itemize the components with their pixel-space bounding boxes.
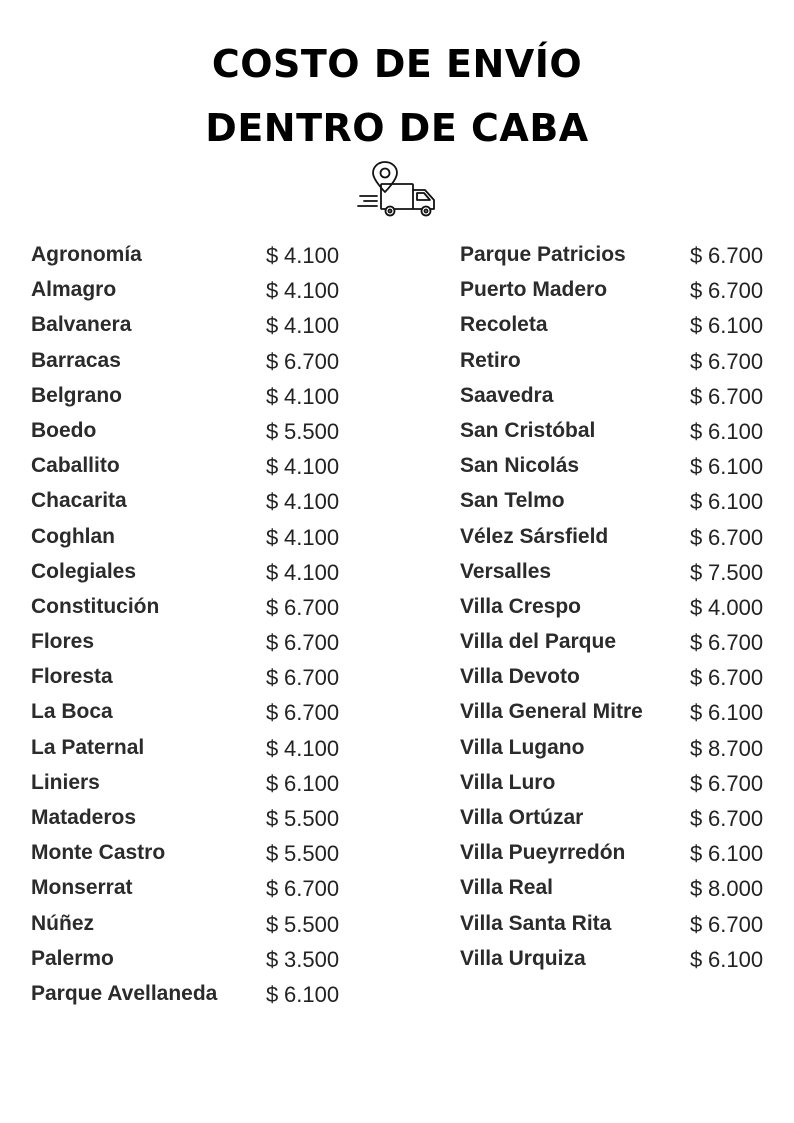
- neighborhood-name: Villa Luro: [460, 770, 556, 794]
- neighborhood-name: Villa del Parque: [460, 630, 617, 654]
- currency-symbol: $: [690, 524, 703, 550]
- price-value: 5.500: [284, 911, 340, 937]
- shipping-price: [266, 947, 339, 973]
- currency-symbol: $: [690, 630, 703, 656]
- neighborhood-name: Parque Avellaneda: [31, 981, 218, 1005]
- neighborhood-name: Colegiales: [31, 559, 137, 583]
- shipping-price: [690, 278, 763, 304]
- neighborhood-name: Parque Patricios: [460, 243, 626, 266]
- neighborhood-name: Villa Pueyrredón: [460, 841, 626, 865]
- neighborhood-name: Palermo: [31, 946, 114, 970]
- price-value: 6.700: [708, 524, 764, 550]
- shipping-price: [266, 525, 339, 551]
- neighborhood-name: Boedo: [31, 418, 97, 442]
- shipping-price: [690, 454, 763, 480]
- price-value: 6.100: [708, 946, 764, 972]
- currency-symbol: $: [266, 630, 279, 656]
- delivery-truck-location-icon: [355, 160, 439, 220]
- shipping-price: [266, 560, 339, 586]
- page-title-line-1: COSTO DE ENVÍO: [211, 42, 583, 86]
- currency-symbol: $: [266, 454, 279, 480]
- price-value: 6.100: [284, 770, 340, 796]
- shipping-price: [690, 841, 763, 867]
- neighborhood-name: Villa Crespo: [460, 594, 581, 618]
- currency-symbol: $: [690, 700, 703, 726]
- neighborhood-name: Villa Ortúzar: [460, 806, 584, 829]
- price-value: 4.100: [284, 243, 340, 268]
- currency-symbol: $: [266, 524, 279, 550]
- shipping-price: [690, 912, 763, 938]
- neighborhood-name: San Telmo: [460, 489, 565, 513]
- price-value: 6.700: [708, 348, 764, 374]
- neighborhood-name: Floresta: [31, 665, 113, 689]
- neighborhood-name: Monte Castro: [31, 841, 166, 865]
- price-value: 6.700: [708, 806, 764, 831]
- neighborhood-name: Versalles: [460, 559, 552, 583]
- shipping-price: [690, 630, 763, 656]
- currency-symbol: $: [266, 946, 279, 972]
- currency-symbol: $: [266, 278, 279, 304]
- currency-symbol: $: [266, 243, 279, 268]
- neighborhood-name: Saavedra: [460, 383, 554, 407]
- shipping-price: [266, 982, 339, 1008]
- shipping-price: [266, 630, 339, 656]
- price-value: 4.100: [284, 313, 340, 339]
- currency-symbol: $: [690, 735, 703, 761]
- neighborhood-name: Flores: [31, 630, 95, 654]
- currency-symbol: $: [266, 841, 279, 867]
- shipping-price: [266, 771, 339, 797]
- currency-symbol: $: [690, 278, 703, 304]
- currency-symbol: $: [266, 383, 279, 409]
- price-value: 6.700: [708, 383, 764, 409]
- currency-symbol: $: [266, 418, 279, 444]
- page-title-line-2: DENTRO DE CABA: [205, 106, 589, 150]
- shipping-price: [690, 384, 763, 410]
- price-value: 6.100: [708, 700, 764, 726]
- currency-symbol: $: [266, 981, 279, 1007]
- shipping-price: [690, 489, 763, 515]
- neighborhood-name: Villa Santa Rita: [460, 911, 612, 935]
- neighborhood-name: Villa General Mitre: [460, 700, 643, 724]
- currency-symbol: $: [690, 489, 703, 515]
- price-value: 6.700: [708, 770, 764, 796]
- shipping-price: [690, 243, 763, 269]
- currency-symbol: $: [266, 700, 279, 726]
- currency-symbol: $: [690, 841, 703, 867]
- neighborhood-name: Puerto Madero: [460, 278, 608, 302]
- shipping-price: [690, 700, 763, 726]
- shipping-price: [690, 771, 763, 797]
- shipping-price: [690, 876, 763, 902]
- price-value: 6.700: [708, 243, 764, 268]
- shipping-price: [690, 736, 763, 762]
- currency-symbol: $: [690, 559, 703, 585]
- shipping-price: [266, 243, 339, 269]
- currency-symbol: $: [266, 559, 279, 585]
- neighborhood-name: Chacarita: [31, 489, 127, 513]
- shipping-price: [266, 876, 339, 902]
- price-value: 6.700: [284, 700, 340, 726]
- neighborhood-name: Agronomía: [31, 243, 142, 266]
- currency-symbol: $: [690, 383, 703, 409]
- neighborhood-name: Coghlan: [31, 524, 115, 548]
- neighborhood-name: Vélez Sársfield: [460, 524, 609, 548]
- price-value: 4.100: [284, 454, 340, 480]
- shipping-price: [266, 700, 339, 726]
- price-value: 5.500: [284, 418, 340, 444]
- currency-symbol: $: [266, 665, 279, 691]
- price-value: 6.700: [284, 665, 340, 691]
- neighborhood-name: San Nicolás: [460, 454, 580, 478]
- shipping-price: [266, 349, 339, 375]
- shipping-price: [266, 806, 339, 832]
- shipping-price: [266, 489, 339, 515]
- price-value: 6.100: [708, 418, 764, 444]
- neighborhood-name: Almagro: [31, 278, 117, 302]
- currency-symbol: $: [266, 735, 279, 761]
- price-value: 6.100: [284, 981, 340, 1007]
- shipping-price: [690, 595, 763, 621]
- shipping-price: [690, 525, 763, 551]
- price-value: 6.700: [284, 348, 340, 374]
- price-value: 8.700: [708, 735, 764, 761]
- price-value: 8.000: [708, 876, 764, 902]
- neighborhood-name: Mataderos: [31, 806, 137, 829]
- price-value: 4.100: [284, 524, 340, 550]
- currency-symbol: $: [266, 876, 279, 902]
- currency-symbol: $: [690, 806, 703, 831]
- neighborhood-name: Barracas: [31, 348, 121, 372]
- neighborhood-name: San Cristóbal: [460, 418, 596, 442]
- neighborhood-name: La Paternal: [31, 735, 145, 759]
- price-value: 6.100: [708, 313, 764, 339]
- currency-symbol: $: [266, 489, 279, 515]
- price-value: 6.100: [708, 841, 764, 867]
- price-value: 4.100: [284, 278, 340, 304]
- shipping-price: [690, 349, 763, 375]
- currency-symbol: $: [266, 348, 279, 374]
- price-value: 6.700: [708, 630, 764, 656]
- price-value: 4.000: [708, 594, 764, 620]
- neighborhood-name: Retiro: [460, 348, 521, 372]
- neighborhood-name: Recoleta: [460, 313, 548, 337]
- neighborhood-name: Balvanera: [31, 313, 132, 337]
- shipping-price: [266, 595, 339, 621]
- shipping-price: [690, 313, 763, 339]
- currency-symbol: $: [266, 770, 279, 796]
- shipping-price: [690, 665, 763, 691]
- price-value: 6.700: [284, 594, 340, 620]
- price-value: 6.700: [284, 630, 340, 656]
- neighborhood-name: Núñez: [31, 911, 94, 935]
- currency-symbol: $: [690, 665, 703, 691]
- shipping-price: [266, 841, 339, 867]
- neighborhood-name: Villa Devoto: [460, 665, 580, 689]
- price-value: 7.500: [708, 559, 764, 585]
- shipping-price: [690, 947, 763, 973]
- currency-symbol: $: [690, 770, 703, 796]
- neighborhood-name: Villa Urquiza: [460, 946, 586, 970]
- currency-symbol: $: [690, 876, 703, 902]
- price-value: 6.700: [708, 665, 764, 691]
- price-value: 5.500: [284, 841, 340, 867]
- currency-symbol: $: [266, 911, 279, 937]
- neighborhood-name: Villa Lugano: [460, 735, 585, 759]
- currency-symbol: $: [266, 806, 279, 831]
- currency-symbol: $: [690, 348, 703, 374]
- price-value: 6.700: [284, 876, 340, 902]
- neighborhood-name: La Boca: [31, 700, 113, 724]
- shipping-price: [266, 454, 339, 480]
- shipping-price: [266, 665, 339, 691]
- neighborhood-name: Caballito: [31, 454, 120, 478]
- price-value: 6.100: [708, 454, 764, 480]
- price-value: 4.100: [284, 383, 340, 409]
- currency-symbol: $: [690, 243, 703, 268]
- price-value: 4.100: [284, 735, 340, 761]
- price-value: 6.700: [708, 911, 764, 937]
- neighborhood-name: Belgrano: [31, 383, 123, 407]
- price-value: 4.100: [284, 489, 340, 515]
- currency-symbol: $: [690, 454, 703, 480]
- shipping-price: [266, 278, 339, 304]
- shipping-price: [266, 419, 339, 445]
- currency-symbol: $: [690, 418, 703, 444]
- currency-symbol: $: [266, 594, 279, 620]
- shipping-price: [266, 736, 339, 762]
- price-value: 4.100: [284, 559, 340, 585]
- shipping-price: [266, 384, 339, 410]
- shipping-price: [690, 560, 763, 586]
- currency-symbol: $: [690, 911, 703, 937]
- currency-symbol: $: [266, 313, 279, 339]
- currency-symbol: $: [690, 946, 703, 972]
- neighborhood-name: Liniers: [31, 770, 100, 794]
- price-value: 6.100: [708, 489, 764, 515]
- price-value: 6.700: [708, 278, 764, 304]
- shipping-price: [690, 806, 763, 832]
- shipping-price: [266, 313, 339, 339]
- shipping-price: [266, 912, 339, 938]
- currency-symbol: $: [690, 313, 703, 339]
- neighborhood-name: Constitución: [31, 594, 160, 618]
- shipping-price: [690, 419, 763, 445]
- price-value: 5.500: [284, 806, 340, 831]
- currency-symbol: $: [690, 594, 703, 620]
- neighborhood-name: Monserrat: [31, 876, 133, 900]
- price-value: 3.500: [284, 946, 340, 972]
- neighborhood-name: Villa Real: [460, 876, 554, 900]
